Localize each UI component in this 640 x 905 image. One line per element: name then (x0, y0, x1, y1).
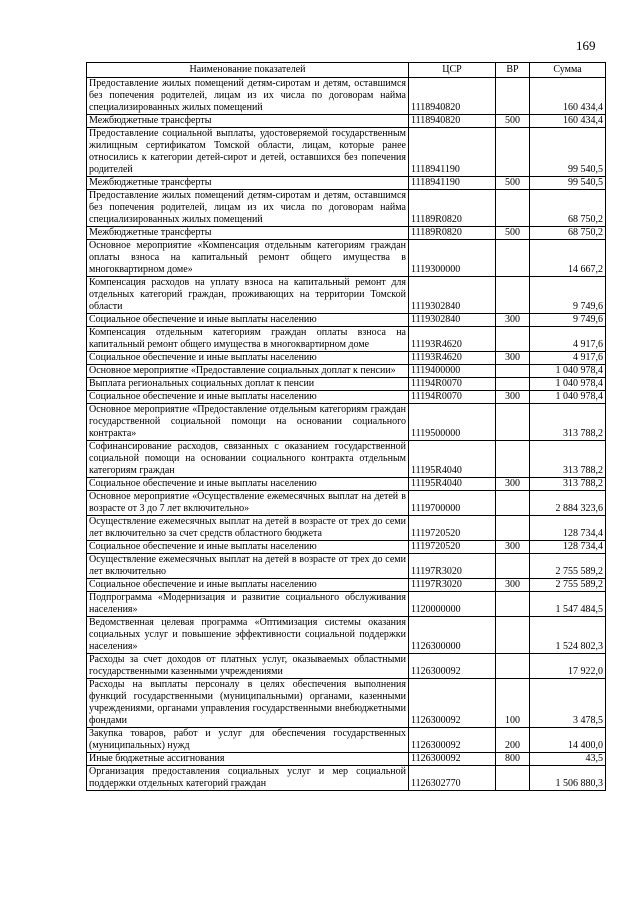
row-vr-cell (496, 441, 530, 478)
row-sum-cell: 4 917,6 (530, 352, 606, 365)
row-csr-cell: 1126300092 (409, 654, 496, 679)
row-name-cell: Выплата региональных социальных доплат к пенсии (87, 378, 409, 391)
row-csr-cell: 11197R3020 (409, 579, 496, 592)
row-vr-cell (496, 516, 530, 541)
row-vr-cell: 300 (496, 314, 530, 327)
row-name-cell: Предоставление жилых помещений детям-сиротам и детям, оставшимся без попечения родителей, лицам из их числа по договорам найма специализированных жилых помещений (87, 78, 409, 115)
row-csr-cell: 1119400000 (409, 365, 496, 378)
row-name-cell: Социальное обеспечение и иные выплаты населению (87, 352, 409, 365)
row-name-cell: Социальное обеспечение и иные выплаты населению (87, 478, 409, 491)
row-sum-cell: 3 478,5 (530, 679, 606, 728)
table-row (87, 115, 606, 128)
row-name-cell: Организация предоставления социальных услуг и мер социальной поддержки отдельных категорий граждан (87, 766, 409, 791)
row-vr-cell (496, 190, 530, 227)
row-name-cell: Осуществление ежемесячных выплат на детей в возрасте от трех до семи лет включительно за счет средств областного бюджета (87, 516, 409, 541)
table-row (87, 766, 606, 791)
row-csr-cell: 11193R4620 (409, 352, 496, 365)
row-name-cell: Предоставление жилых помещений детям-сиротам и детям, оставшимся без попечения родителей, лицам из их числа по договорам найма специализированных жилых помещений (87, 190, 409, 227)
row-sum-cell: 2 884 323,6 (530, 491, 606, 516)
table-row (87, 579, 606, 592)
table-row (87, 78, 606, 115)
row-vr-cell (496, 404, 530, 441)
table-row (87, 617, 606, 654)
row-csr-cell: 11189R0820 (409, 190, 496, 227)
table-row (87, 327, 606, 352)
row-csr-cell: 1118941190 (409, 177, 496, 190)
table-row (87, 277, 606, 314)
row-name-cell: Социальное обеспечение и иные выплаты населению (87, 579, 409, 592)
row-sum-cell: 1 524 802,3 (530, 617, 606, 654)
row-sum-cell: 9 749,6 (530, 277, 606, 314)
table-row (87, 592, 606, 617)
row-vr-cell (496, 277, 530, 314)
table-row (87, 177, 606, 190)
row-name-cell: Социальное обеспечение и иные выплаты населению (87, 541, 409, 554)
row-vr-cell (496, 378, 530, 391)
table-row (87, 240, 606, 277)
row-name-cell: Основное мероприятие «Предоставление социальных доплат к пенсии» (87, 365, 409, 378)
table-row (87, 352, 606, 365)
row-sum-cell: 1 040 978,4 (530, 391, 606, 404)
row-sum-cell: 43,5 (530, 753, 606, 766)
row-sum-cell: 1 547 484,5 (530, 592, 606, 617)
row-name-cell: Расходы за счет доходов от платных услуг, оказываемых областными государственными казенными учреждениями (87, 654, 409, 679)
row-vr-cell: 800 (496, 753, 530, 766)
row-sum-cell: 99 540,5 (530, 177, 606, 190)
row-name-cell: Компенсация отдельным категориям граждан оплаты взноса на капитальный ремонт общего имущества в многоквартирном доме (87, 327, 409, 352)
row-name-cell: Межбюджетные трансферты (87, 227, 409, 240)
row-vr-cell (496, 491, 530, 516)
row-name-cell: Компенсация расходов на уплату взноса на капитальный ремонт для отдельных категорий граждан, проживающих на территории Томской области (87, 277, 409, 314)
budget-table (86, 62, 606, 791)
row-csr-cell: 1126300000 (409, 617, 496, 654)
table-row (87, 441, 606, 478)
column-header-name: Наименование показателей (87, 63, 409, 78)
row-name-cell: Социальное обеспечение и иные выплаты населению (87, 314, 409, 327)
row-csr-cell: 11193R4620 (409, 327, 496, 352)
row-name-cell: Основное мероприятие «Предоставление отдельным категориям граждан государственной социальной помощи на основании социального контракта» (87, 404, 409, 441)
row-csr-cell: 1119720520 (409, 541, 496, 554)
row-vr-cell: 100 (496, 679, 530, 728)
row-csr-cell: 1126300092 (409, 679, 496, 728)
row-sum-cell: 128 734,4 (530, 516, 606, 541)
row-name-cell: Иные бюджетные ассигнования (87, 753, 409, 766)
row-name-cell: Софинансирование расходов, связанных с оказанием государственной социальной помощи на основании социального контракта отдельным категориям граждан (87, 441, 409, 478)
row-vr-cell (496, 128, 530, 177)
table-row (87, 391, 606, 404)
row-name-cell: Расходы на выплаты персоналу в целях обеспечения выполнения функций государственными (муниципальными) органами, казенными учреждениями, органами управления государственными внебюджетными фондами (87, 679, 409, 728)
row-sum-cell: 68 750,2 (530, 227, 606, 240)
row-sum-cell: 14 667,2 (530, 240, 606, 277)
table-row (87, 654, 606, 679)
table-row (87, 314, 606, 327)
column-header-sum: Сумма (530, 63, 606, 78)
row-csr-cell: 1126302770 (409, 766, 496, 791)
row-sum-cell: 17 922,0 (530, 654, 606, 679)
table-row (87, 554, 606, 579)
row-vr-cell: 500 (496, 227, 530, 240)
table-row (87, 728, 606, 753)
row-csr-cell: 11189R0820 (409, 227, 496, 240)
row-csr-cell: 11195R4040 (409, 478, 496, 491)
row-vr-cell (496, 240, 530, 277)
row-sum-cell: 2 755 589,2 (530, 579, 606, 592)
row-csr-cell: 11197R3020 (409, 554, 496, 579)
row-sum-cell: 1 040 978,4 (530, 378, 606, 391)
row-csr-cell: 1119500000 (409, 404, 496, 441)
table-header-row (87, 63, 606, 78)
row-name-cell: Осуществление ежемесячных выплат на детей в возрасте от трех до семи лет включительно (87, 554, 409, 579)
row-sum-cell: 313 788,2 (530, 441, 606, 478)
row-csr-cell: 1119302840 (409, 277, 496, 314)
row-name-cell: Социальное обеспечение и иные выплаты населению (87, 391, 409, 404)
row-name-cell: Подпрограмма «Модернизация и развитие социального обслуживания населения» (87, 592, 409, 617)
row-sum-cell: 14 400,0 (530, 728, 606, 753)
table-row (87, 128, 606, 177)
row-vr-cell (496, 654, 530, 679)
row-vr-cell (496, 617, 530, 654)
row-csr-cell: 1118940820 (409, 78, 496, 115)
row-sum-cell: 160 434,4 (530, 115, 606, 128)
table-row (87, 541, 606, 554)
row-name-cell: Межбюджетные трансферты (87, 177, 409, 190)
row-vr-cell: 500 (496, 115, 530, 128)
row-csr-cell: 1119300000 (409, 240, 496, 277)
row-vr-cell: 300 (496, 579, 530, 592)
row-sum-cell: 1 040 978,4 (530, 365, 606, 378)
table-row (87, 227, 606, 240)
page-number: 169 (576, 38, 596, 53)
row-sum-cell: 1 506 880,3 (530, 766, 606, 791)
row-sum-cell: 68 750,2 (530, 190, 606, 227)
row-vr-cell: 200 (496, 728, 530, 753)
row-csr-cell: 1120000000 (409, 592, 496, 617)
row-name-cell: Основное мероприятие «Осуществление ежемесячных выплат на детей в возрасте от 3 до 7 лет включительно» (87, 491, 409, 516)
row-vr-cell: 500 (496, 177, 530, 190)
row-name-cell: Закупка товаров, работ и услуг для обеспечения государственных (муниципальных) нужд (87, 728, 409, 753)
table-row (87, 753, 606, 766)
row-sum-cell: 313 788,2 (530, 404, 606, 441)
row-vr-cell (496, 78, 530, 115)
row-vr-cell (496, 365, 530, 378)
table-row (87, 478, 606, 491)
row-vr-cell (496, 592, 530, 617)
row-sum-cell: 9 749,6 (530, 314, 606, 327)
row-csr-cell: 1126300092 (409, 728, 496, 753)
row-sum-cell: 313 788,2 (530, 478, 606, 491)
column-header-csr: ЦСР (409, 63, 496, 78)
table-row (87, 365, 606, 378)
table-row (87, 378, 606, 391)
row-sum-cell: 4 917,6 (530, 327, 606, 352)
row-csr-cell: 11195R4040 (409, 441, 496, 478)
table-body (87, 78, 606, 791)
row-vr-cell: 300 (496, 391, 530, 404)
row-name-cell: Предоставление социальной выплаты, удостоверяемой государственным жилищным сертификатом Томской области, лицам, которые ранее относились к категории детей-сирот и детей, оставшихся без попечения родителей (87, 128, 409, 177)
column-header-vr: ВР (496, 63, 530, 78)
row-vr-cell: 300 (496, 478, 530, 491)
table-row (87, 491, 606, 516)
table-row (87, 404, 606, 441)
row-sum-cell: 99 540,5 (530, 128, 606, 177)
table-row (87, 190, 606, 227)
row-csr-cell: 1119720520 (409, 516, 496, 541)
row-csr-cell: 11194R0070 (409, 391, 496, 404)
row-vr-cell: 300 (496, 352, 530, 365)
row-csr-cell: 1118940820 (409, 115, 496, 128)
row-vr-cell: 300 (496, 541, 530, 554)
row-vr-cell (496, 327, 530, 352)
row-name-cell: Межбюджетные трансферты (87, 115, 409, 128)
table-row (87, 516, 606, 541)
row-vr-cell (496, 554, 530, 579)
row-name-cell: Ведомственная целевая программа «Оптимизация системы оказания социальных услуг и повышение эффективности социальной поддержки населения» (87, 617, 409, 654)
table-row (87, 679, 606, 728)
row-csr-cell: 1118941190 (409, 128, 496, 177)
row-csr-cell: 11194R0070 (409, 378, 496, 391)
row-sum-cell: 160 434,4 (530, 78, 606, 115)
row-sum-cell: 128 734,4 (530, 541, 606, 554)
row-csr-cell: 1119302840 (409, 314, 496, 327)
row-sum-cell: 2 755 589,2 (530, 554, 606, 579)
row-csr-cell: 1126300092 (409, 753, 496, 766)
row-name-cell: Основное мероприятие «Компенсация отдельным категориям граждан оплаты взноса на капитальный ремонт общего имущества в многоквартирном доме» (87, 240, 409, 277)
row-csr-cell: 1119700000 (409, 491, 496, 516)
row-vr-cell (496, 766, 530, 791)
